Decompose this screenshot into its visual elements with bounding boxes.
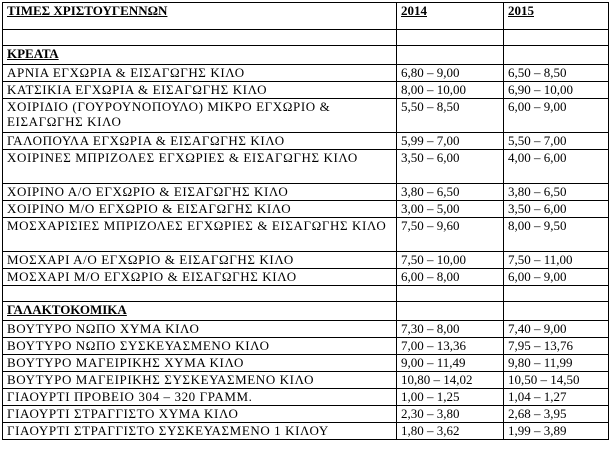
- section-title: ΓΑΛΑΚΤΟΚΟΜΙΚΑ: [3, 302, 397, 321]
- table-row: [3, 252, 609, 269]
- price-2015: 6,00 – 9,00: [504, 99, 609, 133]
- price-table: [2, 2, 609, 440]
- price-2015: 10,50 – 14,50: [504, 372, 609, 389]
- price-2014: 1,00 – 1,25: [397, 389, 504, 406]
- empty-cell: [397, 302, 504, 321]
- item-name: ΚΑΤΣΙΚΙΑ ΕΓΧΩΡΙΑ & ΕΙΣΑΓΩΓΗΣ ΚΙΛΟ: [3, 82, 397, 99]
- price-2014: 5,50 – 8,50: [397, 99, 504, 133]
- item-name: ΒΟΥΤΥΡΟ ΜΑΓΕΙΡΙΚΗΣ ΣΥΣΚΕΥΑΣΜΕΝΟ ΚΙΛΟ: [3, 372, 397, 389]
- empty-cell: [397, 286, 504, 302]
- table-row: [3, 372, 609, 389]
- item-name: ΓΑΛΟΠΟΥΛΑ ΕΓΧΩΡΙΑ & ΕΙΣΑΓΩΓΗΣ ΚΙΛΟ: [3, 133, 397, 150]
- spacer-row: [3, 30, 609, 46]
- price-2015: 1,04 – 1,27: [504, 389, 609, 406]
- year-2015-header: 2015: [504, 3, 609, 30]
- table-row: [3, 406, 609, 423]
- price-2014: 10,80 – 14,02: [397, 372, 504, 389]
- empty-cell: [504, 46, 609, 65]
- price-2014: 6,80 – 9,00: [397, 65, 504, 82]
- price-2014: 7,30 – 8,00: [397, 321, 504, 338]
- item-name: ΒΟΥΤΥΡΟ ΝΩΠΟ ΣΥΣΚΕΥΑΣΜΕΝΟ ΚΙΛΟ: [3, 338, 397, 355]
- price-2015: 4,00 – 6,00: [504, 150, 609, 184]
- price-2015: 3,80 – 6,50: [504, 184, 609, 201]
- price-2015: 3,50 – 6,00: [504, 201, 609, 218]
- section-title: ΚΡΕΑΤΑ: [3, 46, 397, 65]
- item-name: ΜΟΣΧΑΡΙ Α/Ο ΕΓΧΩΡΙΟ & ΕΙΣΑΓΩΓΗΣ ΚΙΛΟ: [3, 252, 397, 269]
- price-2014: 7,50 – 9,60: [397, 218, 504, 252]
- price-2014: 9,00 – 11,49: [397, 355, 504, 372]
- empty-cell: [504, 30, 609, 46]
- table-row: [3, 218, 609, 252]
- price-2014: 8,00 – 10,00: [397, 82, 504, 99]
- table-row: [3, 82, 609, 99]
- price-2015: 6,00 – 9,00: [504, 269, 609, 286]
- item-name: ΒΟΥΤΥΡΟ ΝΩΠΟ ΧΥΜΑ ΚΙΛΟ: [3, 321, 397, 338]
- item-name: ΧΟΙΡΙΝΕΣ ΜΠΡΙΖΟΛΕΣ ΕΓΧΩΡΙΕΣ & ΕΙΣΑΓΩΓΗΣ ΚΙΛΟ: [3, 150, 397, 184]
- spacer-row: [3, 286, 609, 302]
- table-row: [3, 423, 609, 440]
- section-row: [3, 46, 609, 65]
- table-row: [3, 201, 609, 218]
- item-name: ΑΡΝΙΑ ΕΓΧΩΡΙΑ & ΕΙΣΑΓΩΓΗΣ ΚΙΛΟ: [3, 65, 397, 82]
- table-row: [3, 338, 609, 355]
- section-row: [3, 302, 609, 321]
- table-row: [3, 321, 609, 338]
- table-row: [3, 65, 609, 82]
- item-name: ΧΟΙΡΙΝΟ Μ/Ο ΕΓΧΩΡΙΟ & ΕΙΣΑΓΩΓΗΣ ΚΙΛΟ: [3, 201, 397, 218]
- table-row: [3, 150, 609, 184]
- price-2014: 7,00 – 13,36: [397, 338, 504, 355]
- table-row: [3, 355, 609, 372]
- year-2014-header: 2014: [397, 3, 504, 30]
- table-row: [3, 184, 609, 201]
- price-2014: 2,30 – 3,80: [397, 406, 504, 423]
- table-row: [3, 99, 609, 133]
- price-2015: 7,40 – 9,00: [504, 321, 609, 338]
- item-name: ΓΙΑΟΥΡΤΙ ΣΤΡΑΓΓΙΣΤΟ ΣΥΣΚΕΥΑΣΜΕΝΟ 1 ΚΙΛΟΥ: [3, 423, 397, 440]
- price-2015: 8,00 – 9,50: [504, 218, 609, 252]
- empty-cell: [504, 286, 609, 302]
- item-name: ΒΟΥΤΥΡΟ ΜΑΓΕΙΡΙΚΗΣ ΧΥΜΑ ΚΙΛΟ: [3, 355, 397, 372]
- item-name: ΜΟΣΧΑΡΙΣΙΕΣ ΜΠΡΙΖΟΛΕΣ ΕΓΧΩΡΙΕΣ & ΕΙΣΑΓΩΓΗΣ ΚΙΛΟ: [3, 218, 397, 252]
- table-row: [3, 269, 609, 286]
- price-2014: 3,80 – 6,50: [397, 184, 504, 201]
- empty-cell: [504, 302, 609, 321]
- price-2014: 1,80 – 3,62: [397, 423, 504, 440]
- header-row: [3, 3, 609, 30]
- item-name: ΓΙΑΟΥΡΤΙ ΠΡΟΒΕΙΟ 304 – 320 ΓΡΑΜΜ.: [3, 389, 397, 406]
- empty-cell: [3, 286, 397, 302]
- price-2014: 5,99 – 7,00: [397, 133, 504, 150]
- table-row: [3, 133, 609, 150]
- price-2014: 7,50 – 10,00: [397, 252, 504, 269]
- price-2015: 1,99 – 3,89: [504, 423, 609, 440]
- item-name: ΓΙΑΟΥΡΤΙ ΣΤΡΑΓΓΙΣΤΟ ΧΥΜΑ ΚΙΛΟ: [3, 406, 397, 423]
- price-2015: 9,80 – 11,99: [504, 355, 609, 372]
- price-2014: 6,00 – 8,00: [397, 269, 504, 286]
- price-2015: 6,90 – 10,00: [504, 82, 609, 99]
- price-2015: 2,68 – 3,95: [504, 406, 609, 423]
- price-2014: 3,50 – 6,00: [397, 150, 504, 184]
- empty-cell: [3, 30, 397, 46]
- item-name: ΧΟΙΡΙΝΟ Α/Ο ΕΓΧΩΡΙΟ & ΕΙΣΑΓΩΓΗΣ ΚΙΛΟ: [3, 184, 397, 201]
- item-name: ΜΟΣΧΑΡΙ Μ/Ο ΕΓΧΩΡΙΟ & ΕΙΣΑΓΩΓΗΣ ΚΙΛΟ: [3, 269, 397, 286]
- item-name: ΧΟΙΡΙΔΙΟ (ΓΟΥΡΟΥΝΟΠΟΥΛΟ) ΜΙΚΡΟ ΕΓΧΩΡΙΟ & ΕΙΣΑΓΩΓΗΣ ΚΙΛΟ: [3, 99, 397, 133]
- table-row: [3, 389, 609, 406]
- price-2015: 5,50 – 7,00: [504, 133, 609, 150]
- price-2015: 6,50 – 8,50: [504, 65, 609, 82]
- empty-cell: [397, 46, 504, 65]
- table-title: ΤΙΜΕΣ ΧΡΙΣΤΟΥΓΕΝΝΩΝ: [3, 3, 397, 30]
- price-2015: 7,95 – 13,76: [504, 338, 609, 355]
- price-2014: 3,00 – 5,00: [397, 201, 504, 218]
- price-2015: 7,50 – 11,00: [504, 252, 609, 269]
- empty-cell: [397, 30, 504, 46]
